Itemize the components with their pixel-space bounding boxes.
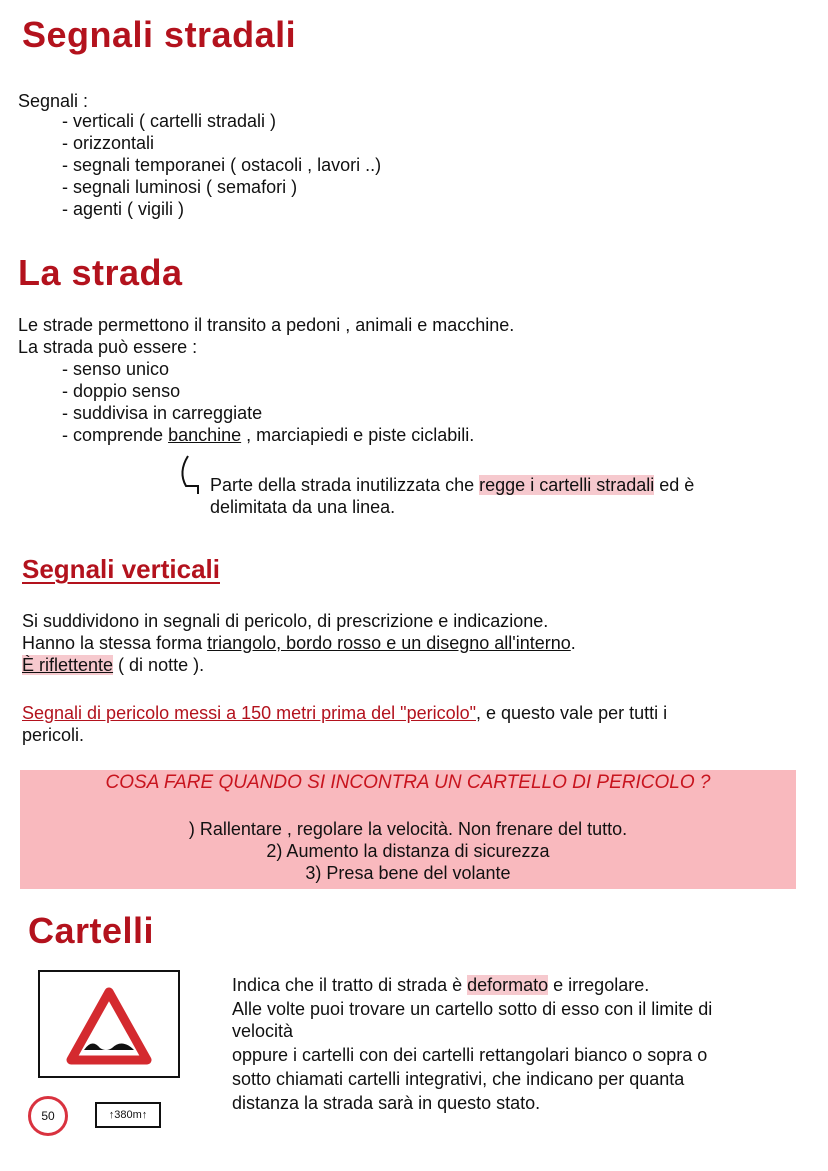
pericolo-callout-box: [20, 770, 796, 889]
list-item: - suddivisa in carreggiate: [62, 403, 263, 423]
title-cartelli: Cartelli: [28, 910, 155, 951]
cartelli-line: Alle volte puoi trovare un cartello sotto di esso con il limite di: [232, 999, 713, 1019]
banchine-note-line-2: delimitata da una linea.: [210, 497, 396, 517]
cartelli-line: distanza la strada sarà in questo stato.: [232, 1093, 541, 1113]
list-item: - segnali luminosi ( semafori ): [62, 177, 298, 197]
pericolo-line-1: Segnali di pericolo messi a 150 metri prima del "pericolo", e questo vale per tutti i: [22, 703, 668, 723]
verticali-line-2: Hanno la stessa forma triangolo, bordo rosso e un disegno all'interno.: [22, 633, 576, 653]
verticali-line-3: È riflettente ( di notte ).: [22, 655, 205, 675]
strada-list: [62, 358, 474, 446]
list-item: - comprende banchine , marciapiedi e piste ciclabili.: [62, 425, 475, 445]
pericolo-line-2: pericoli.: [22, 725, 85, 745]
list-item: - doppio senso: [62, 381, 181, 401]
title-la-strada: La strada: [18, 252, 183, 293]
segnali-list: [62, 110, 381, 220]
bumpy-road-sign-icon: [40, 972, 178, 1076]
cartelli-line: sotto chiamati cartelli integrativi, che indicano per quanta: [232, 1069, 685, 1089]
bracket-arrow-icon: [176, 454, 204, 500]
title-segnali-verticali: Segnali verticali: [22, 554, 220, 584]
banchine-term: banchine: [168, 425, 242, 445]
highlight: regge i cartelli stradali: [479, 475, 655, 495]
strada-paragraph-1: Le strade permettono il transito a pedoni , animali e macchine.: [18, 315, 515, 335]
cartelli-line-1: Indica che il tratto di strada è deformato e irregolare.: [232, 975, 650, 995]
list-item: - senso unico: [62, 359, 170, 379]
title-segnali-stradali: Segnali stradali: [22, 14, 297, 55]
callout-answer: ) Rallentare , regolare la velocità. Non frenare del tutto.: [188, 819, 628, 839]
callout-answer: 2) Aumento la distanza di sicurezza: [266, 841, 550, 861]
callout-answer: 3) Presa bene del volante: [305, 863, 511, 883]
verticali-line-1: Si suddividono in segnali di pericolo, di prescrizione e indicazione.: [22, 611, 549, 631]
callout-question: COSA FARE QUANDO SI INCONTRA UN CARTELLO DI PERICOLO ?: [105, 772, 711, 793]
list-item: - agenti ( vigili ): [62, 199, 185, 219]
list-item: - verticali ( cartelli stradali ): [62, 111, 277, 131]
intro-label: Segnali :: [18, 91, 89, 111]
list-item: - segnali temporanei ( ostacoli , lavori ..): [62, 155, 382, 175]
cartelli-line: velocità: [232, 1021, 294, 1041]
cartelli-line: oppure i cartelli con dei cartelli rettangolari bianco o sopra o: [232, 1045, 708, 1065]
speed-limit-sign: 50: [28, 1096, 68, 1136]
banchine-note-line-1: Parte della strada inutilizzata che regge i cartelli stradali ed è: [210, 475, 695, 495]
distance-sign: ↑380m↑: [95, 1102, 161, 1128]
list-item: - orizzontali: [62, 133, 155, 153]
strada-paragraph-2: La strada può essere :: [18, 337, 198, 357]
road-sign-frame: [38, 970, 180, 1078]
